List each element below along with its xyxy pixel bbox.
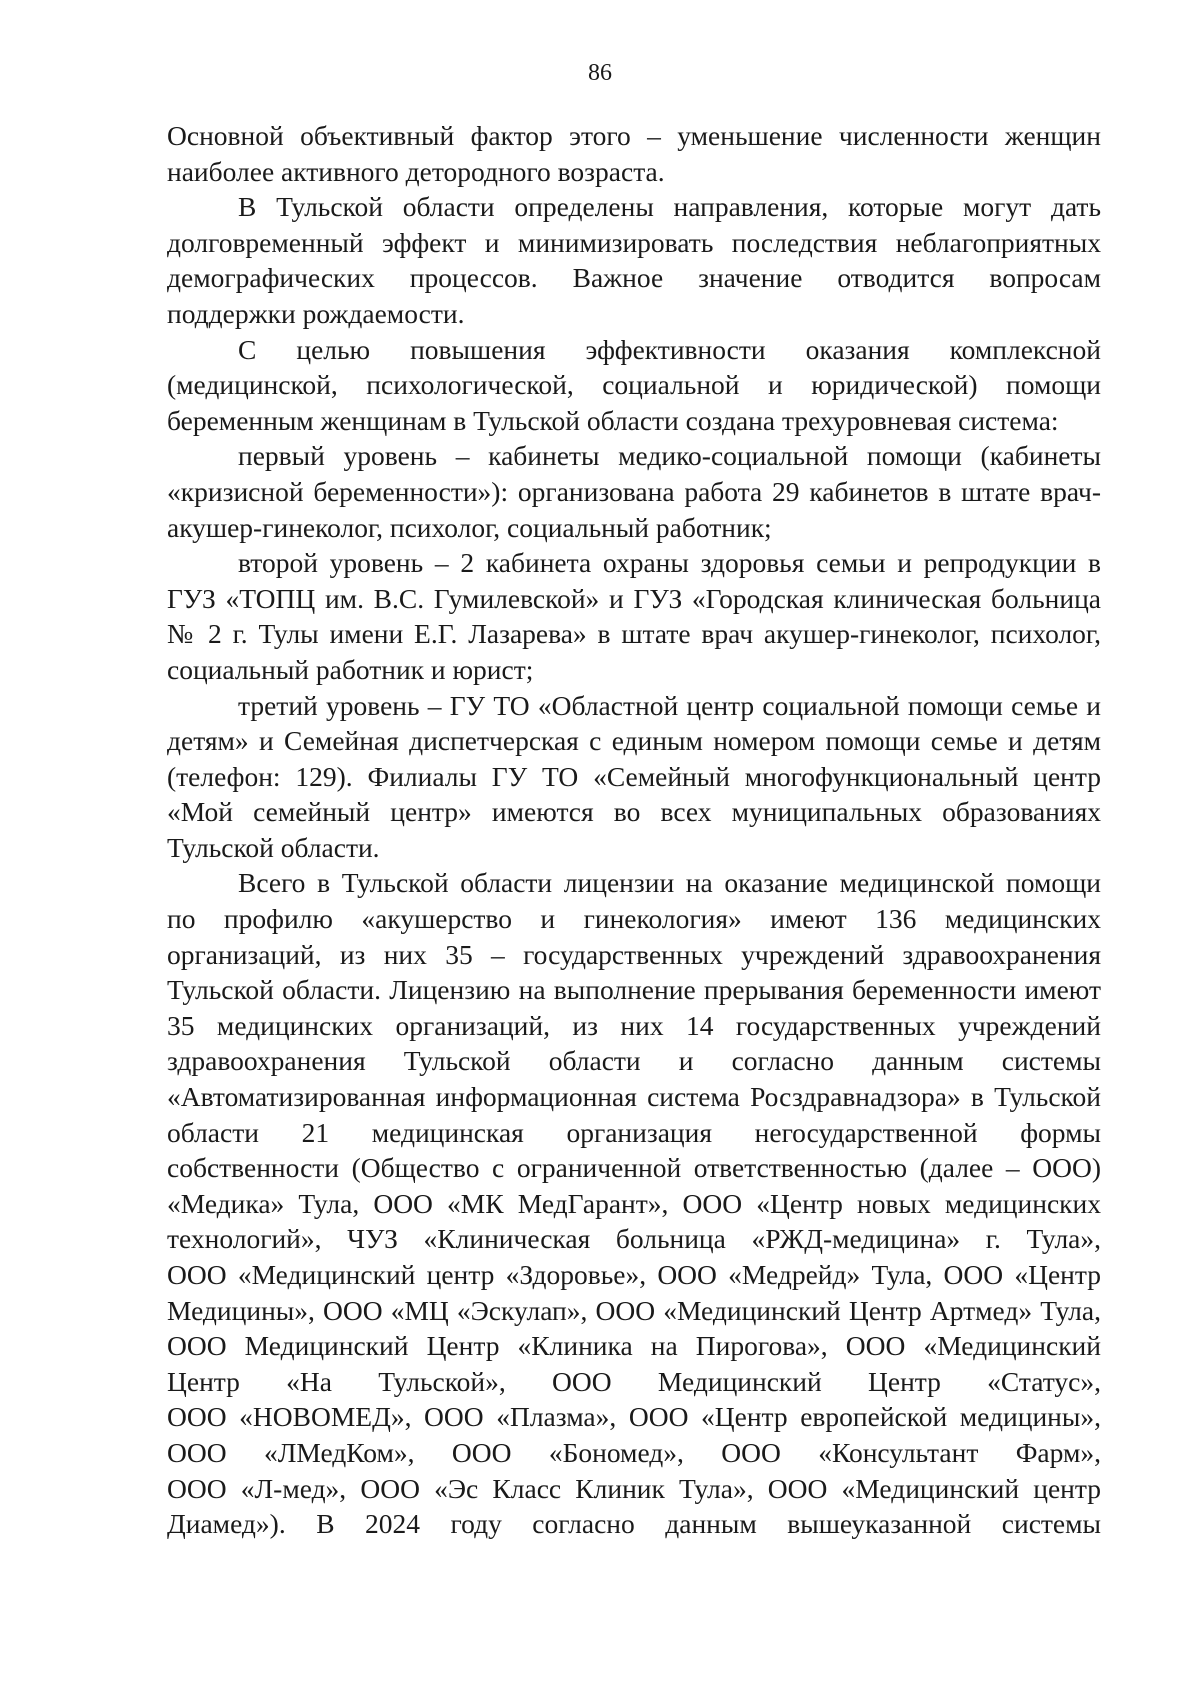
- text-line: В Тульской области определены направления, которые могут дать: [238, 191, 1101, 223]
- text-line: долговременный эффект и минимизировать последствия неблагоприятных: [167, 226, 1101, 258]
- text-line: ООО «Медицинский центр «Здоровье», ООО «Медрейд» Тула, ООО «Центр: [167, 1259, 1101, 1290]
- text-line: социальный работник и юрист;: [167, 653, 534, 685]
- paragraph: [167, 688, 1101, 866]
- text-line: демографических процессов. Важное значение отводится вопросам: [167, 262, 1101, 294]
- text-line: собственности (Общество с ограниченной ответственностью (далее – ООО): [167, 1152, 1101, 1184]
- paragraph: [167, 189, 1101, 331]
- text-line: наиболее активного детородного возраста.: [167, 155, 665, 187]
- text-line: акушер-гинеколог, психолог, социальный работник;: [167, 511, 772, 543]
- text-line: по профилю «акушерство и гинекология» имеют 136 медицинских: [167, 903, 1101, 935]
- text-line: ООО «Л-мед», ООО «Эс Класс Клиник Тула», ООО «Медицинский центр: [167, 1472, 1101, 1504]
- paragraph: [167, 865, 1101, 1541]
- text-line: Основной объективный фактор этого – уменьшение численности женщин: [167, 120, 1101, 151]
- text-line: технологий», ЧУЗ «Клиническая больница «РЖД-медицина» г. Тула»,: [167, 1223, 1101, 1255]
- text-line: ГУЗ «ТОПЦ им. В.С. Гумилевской» и ГУЗ «Городская клиническая больница: [167, 582, 1101, 614]
- text-line: Диамед»). В 2024 году согласно данным вышеуказанной системы: [167, 1508, 1101, 1540]
- text-line: здравоохранения Тульской области и согласно данным системы: [167, 1045, 1101, 1077]
- document-body: [167, 118, 1101, 1542]
- text-line: № 2 г. Тулы имени Е.Г. Лазарева» в штате врач акушер-гинеколог, психолог,: [167, 618, 1101, 650]
- text-line: области 21 медицинская организация негосударственной формы: [167, 1116, 1101, 1148]
- page-number: 86: [588, 60, 612, 86]
- text-line: Всего в Тульской области лицензии на оказание медицинской помощи: [238, 867, 1101, 899]
- text-line: (телефон: 129). Филиалы ГУ ТО «Семейный многофункциональный центр: [167, 760, 1101, 792]
- text-line: организаций, из них 35 – государственных учреждений здравоохранения: [167, 938, 1101, 970]
- paragraph: [167, 545, 1101, 687]
- paragraph: [167, 332, 1101, 439]
- text-line: третий уровень – ГУ ТО «Областной центр социальной помощи семье и: [238, 689, 1101, 721]
- paragraph: [167, 118, 1101, 189]
- text-line: ООО «ЛМедКом», ООО «Бономед», ООО «Консультант Фарм»,: [167, 1436, 1101, 1468]
- text-line: беременным женщинам в Тульской области создана трехуровневая система:: [167, 404, 1059, 436]
- text-line: «кризисной беременности»): организована работа 29 кабинетов в штате врач-: [167, 475, 1101, 507]
- text-line: первый уровень – кабинеты медико-социальной помощи (кабинеты: [238, 440, 1101, 472]
- text-line: 35 медицинских организаций, из них 14 государственных учреждений: [167, 1009, 1101, 1041]
- text-line: ООО Медицинский Центр «Клиника на Пирогова», ООО «Медицинский: [167, 1330, 1101, 1362]
- text-line: второй уровень – 2 кабинета охраны здоровья семьи и репродукции в: [238, 547, 1101, 579]
- text-line: Центр «На Тульской», ООО Медицинский Центр «Статус»,: [167, 1365, 1101, 1397]
- paragraph: [167, 438, 1101, 545]
- text-line: детям» и Семейная диспетчерская с единым номером помощи семье и детям: [167, 725, 1101, 757]
- text-line: «Медика» Тула, ООО «МК МедГарант», ООО «Центр новых медицинских: [167, 1187, 1101, 1219]
- text-line: Тульской области.: [167, 831, 380, 863]
- text-line: «Автоматизированная информационная система Росздравнадзора» в Тульской: [167, 1081, 1101, 1113]
- text-line: Медицины», ООО «МЦ «Эскулап», ООО «Медицинский Центр Артмед» Тула,: [167, 1294, 1101, 1326]
- text-line: Тульской области. Лицензию на выполнение прерывания беременности имеют: [167, 974, 1101, 1006]
- text-line: поддержки рождаемости.: [167, 297, 465, 329]
- text-line: (медицинской, психологической, социальной и юридической) помощи: [167, 369, 1101, 401]
- text-line: ООО «НОВОМЕД», ООО «Плазма», ООО «Центр европейской медицины»,: [167, 1401, 1101, 1433]
- text-line: «Мой семейный центр» имеются во всех муниципальных образованиях: [167, 796, 1101, 828]
- text-line: С целью повышения эффективности оказания комплексной: [238, 333, 1101, 365]
